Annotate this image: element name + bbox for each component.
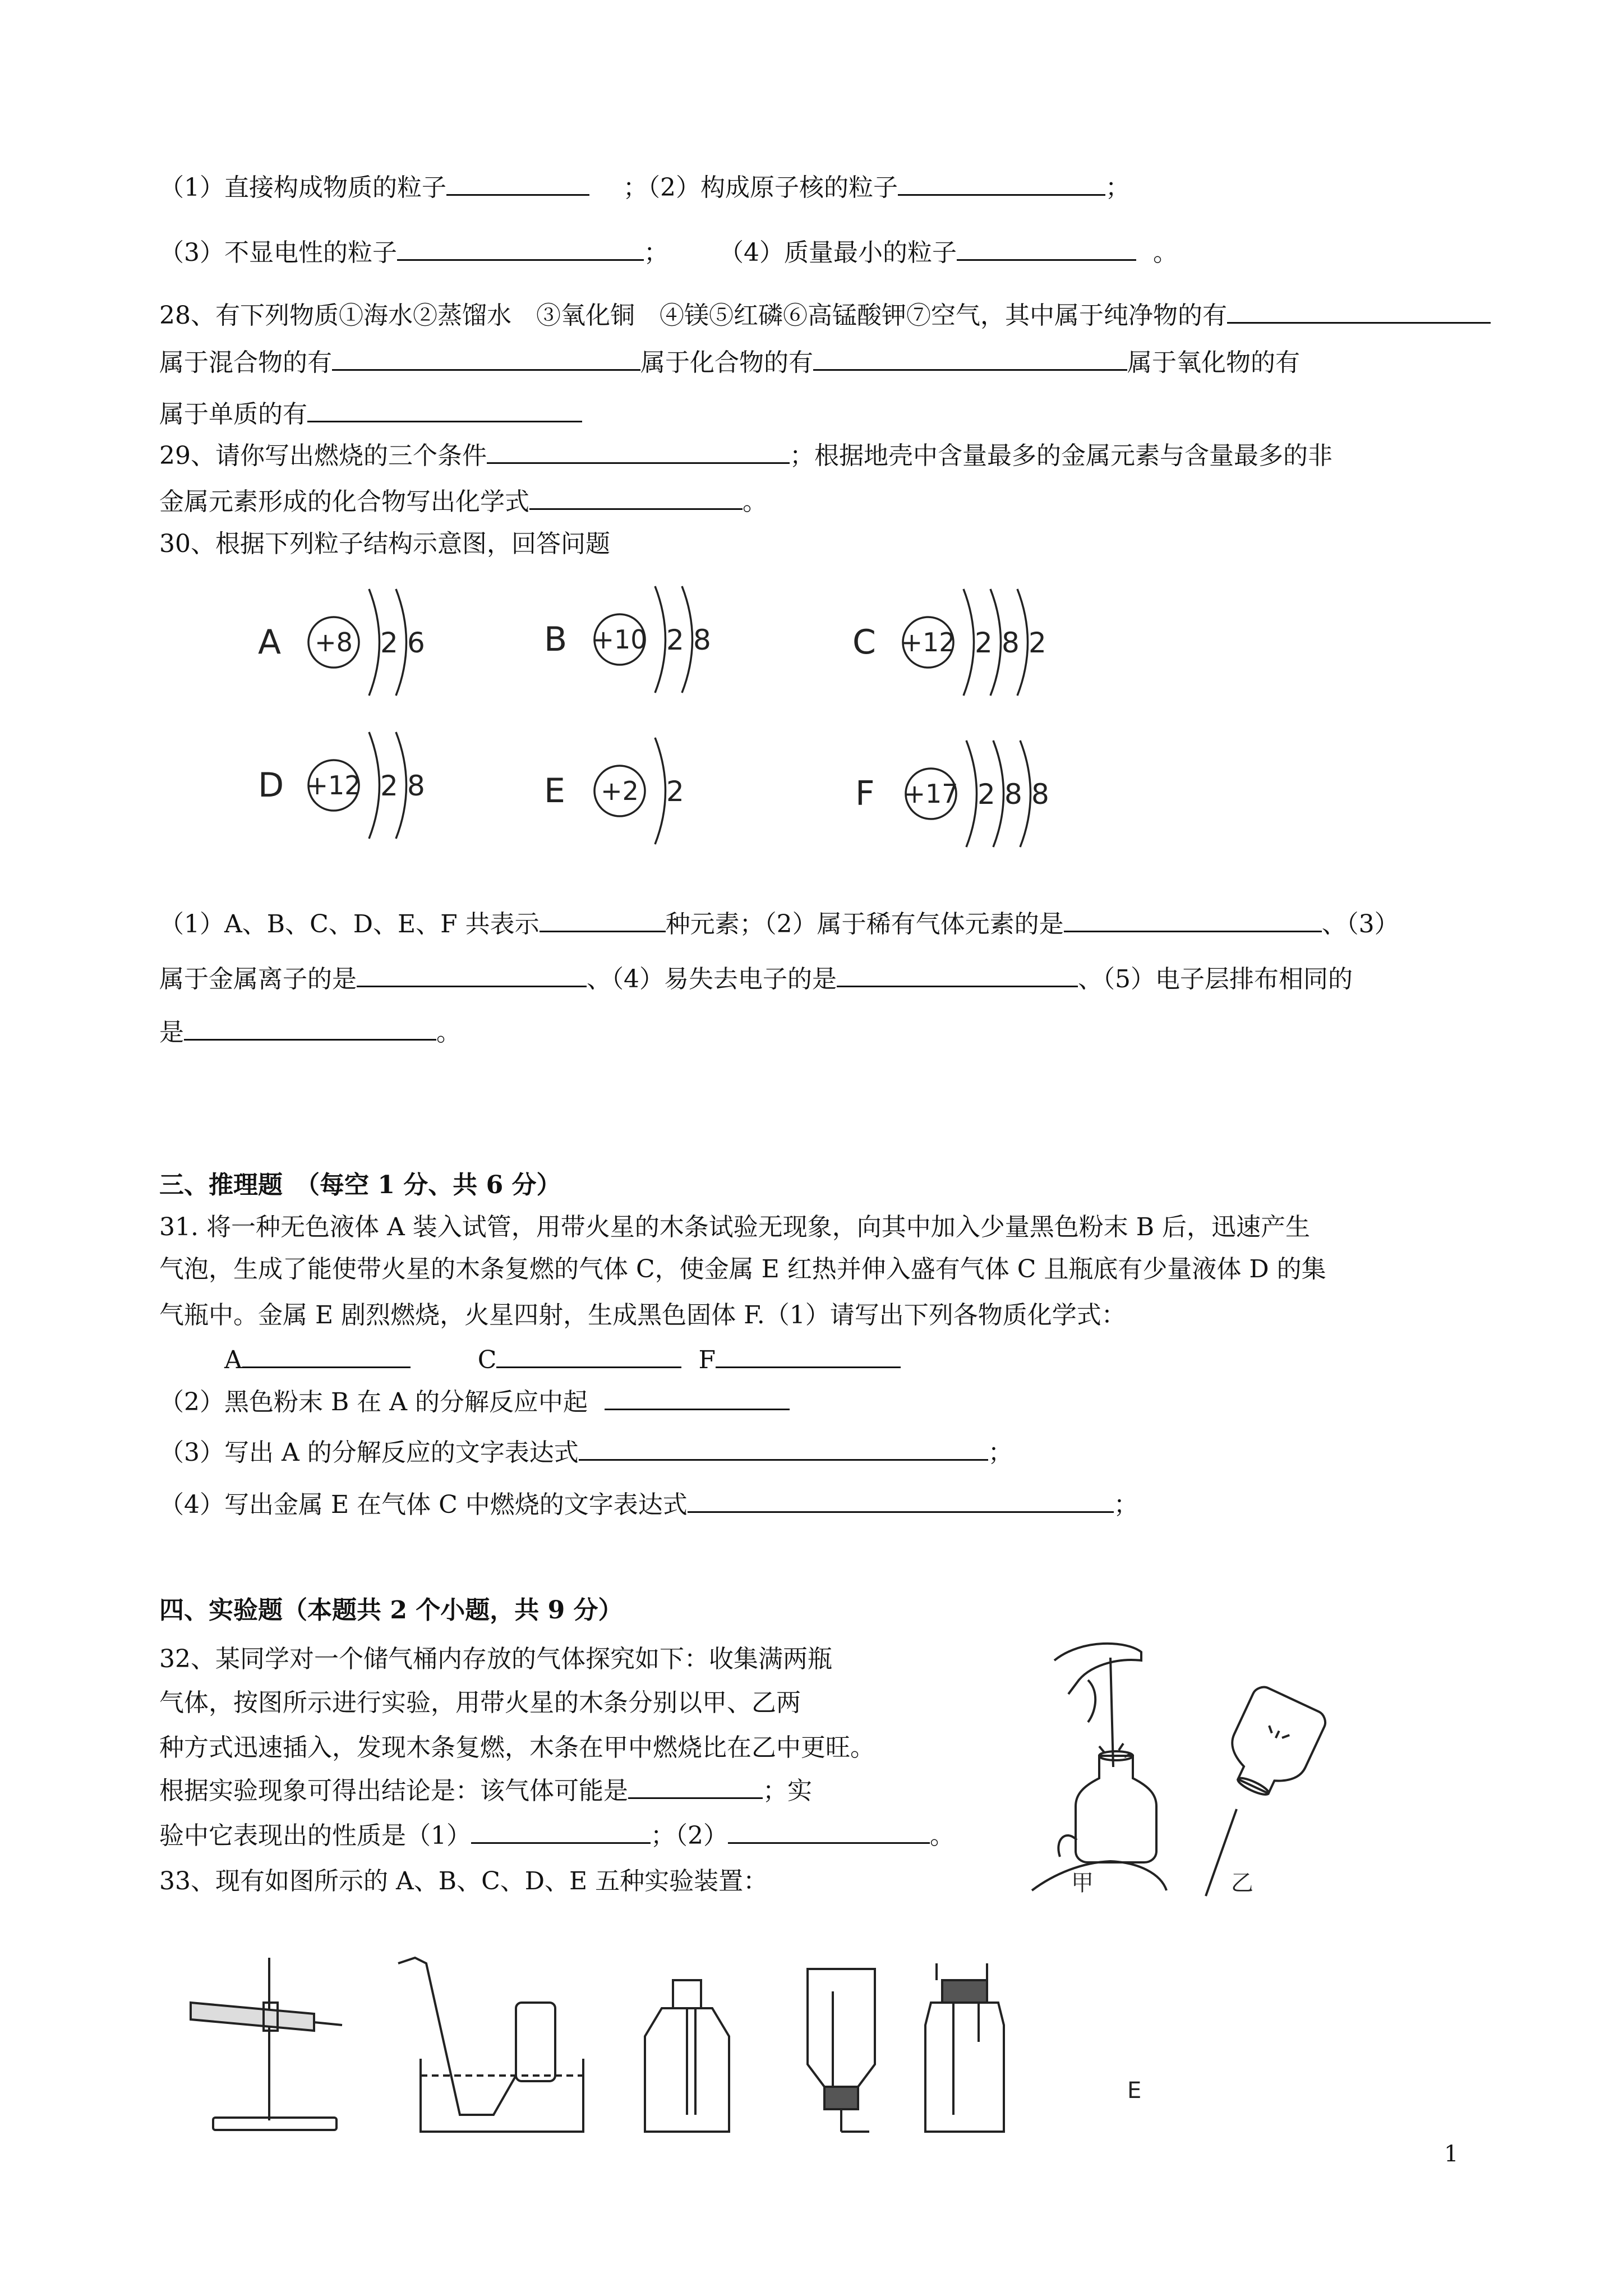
- gas-test-figure: [1021, 1627, 1335, 1907]
- blank-answer[interactable]: [184, 1014, 436, 1041]
- section4-heading: 四、实验题（本题共 2 个小题，共 9 分）: [159, 1596, 623, 1625]
- blank-answer[interactable]: [446, 169, 589, 196]
- nucleus-charge: +12: [901, 627, 956, 657]
- blank-answer[interactable]: [898, 169, 1105, 196]
- blank-answer[interactable]: [471, 1818, 651, 1844]
- electron-count: 2: [666, 624, 684, 656]
- page-number: 1: [1444, 2141, 1459, 2167]
- particle-label: E: [544, 771, 565, 811]
- blank-answer[interactable]: [1227, 297, 1491, 324]
- apparatus-a: [191, 1958, 342, 2130]
- blank-answer[interactable]: [397, 234, 644, 261]
- apparatus-e: [925, 1963, 1004, 2132]
- electron-shell-arc: [963, 589, 974, 696]
- nucleus-circle: [308, 617, 359, 668]
- blank-answer[interactable]: [716, 1342, 901, 1368]
- q27-line1: （1）直接构成物质的粒子 ；（2）构成原子核的粒子 ；: [159, 169, 1130, 204]
- electron-shell-arc: [396, 589, 407, 696]
- electron-count: 8: [693, 624, 711, 656]
- q32-l5: 验中它表现出的性质是（1） ；（2） 。: [159, 1818, 955, 1852]
- nucleus-circle: [594, 614, 645, 665]
- electron-shell-arc: [655, 586, 666, 693]
- blank-answer[interactable]: [628, 1773, 763, 1799]
- particle-label: B: [544, 620, 568, 659]
- q28-line2: 属于混合物的有 属于化合物的有 属于氧化物的有: [159, 344, 1300, 379]
- blank-answer[interactable]: [813, 344, 1127, 371]
- nucleus-charge: +8: [315, 627, 353, 657]
- nucleus-circle: [308, 760, 359, 811]
- q32-l3: 种方式迅速插入，发现木条复燃，木条在甲中燃烧比在乙中更旺。: [159, 1733, 875, 1762]
- blank-answer[interactable]: [605, 1384, 790, 1410]
- apparatus-label-e: E: [1127, 2078, 1142, 2104]
- blank-answer[interactable]: [487, 438, 790, 464]
- q31-q3: （3）写出 A 的分解反应的文字表达式 ；: [159, 1434, 1013, 1469]
- electron-count: 2: [1029, 627, 1046, 659]
- particle-label: D: [258, 766, 284, 805]
- electron-shell-arc: [369, 589, 380, 696]
- blank-answer[interactable]: [540, 906, 666, 932]
- electron-count: 6: [407, 627, 425, 659]
- particle-label: C: [852, 623, 876, 662]
- blank-answer[interactable]: [332, 344, 640, 371]
- blank-answer[interactable]: [496, 1342, 681, 1368]
- blank-answer[interactable]: [957, 234, 1136, 261]
- particle-label: F: [855, 774, 875, 813]
- electron-count: 8: [1004, 778, 1022, 811]
- blank-answer[interactable]: [1064, 906, 1322, 932]
- electron-shell-arc: [1017, 589, 1028, 696]
- electron-shell-arc: [993, 740, 1004, 847]
- q31-q2: （2）黑色粉末 B 在 A 的分解反应中起: [159, 1384, 790, 1418]
- q33-text: 33、现有如图所示的 A、B、C、D、E 五种实验装置：: [159, 1867, 768, 1895]
- q32-l2: 气体，按图所示进行实验，用带火星的木条分别以甲、乙两: [159, 1688, 801, 1717]
- q30-line3: 是 。: [159, 1014, 461, 1048]
- blank-answer[interactable]: [728, 1818, 930, 1844]
- apparatus-d: [808, 1969, 875, 2132]
- blank-answer[interactable]: [688, 1487, 1114, 1513]
- electron-shell-arc: [655, 738, 666, 844]
- q30-title: 30、根据下列粒子结构示意图，回答问题: [159, 530, 610, 558]
- electron-count: 2: [380, 770, 398, 802]
- electron-count: 8: [1031, 778, 1049, 811]
- electron-count: 2: [975, 627, 993, 659]
- q28-line3: 属于单质的有: [159, 396, 582, 430]
- electron-shell-arc: [369, 732, 380, 839]
- q31-p2: 气泡，生成了能使带火星的木条复燃的气体 C，使金属 E 红热并伸入盛有气体 C 且瓶底有少量液体 D 的集: [159, 1255, 1326, 1283]
- nucleus-circle: [594, 766, 645, 816]
- electron-shell-arc: [396, 732, 407, 839]
- q27-line2: （3）不显电性的粒子 ； （4）质量最小的粒子 。: [159, 234, 1178, 269]
- nucleus-circle: [901, 617, 956, 668]
- nucleus-charge: +12: [306, 770, 361, 800]
- nucleus-circle: [906, 769, 956, 819]
- electron-shell-arc: [682, 586, 693, 693]
- q32-l1: 32、某同学对一个储气桶内存放的气体探究如下：收集满两瓶: [159, 1645, 832, 1673]
- q32-l4: 根据实验现象可得出结论是：该气体可能是 ；实: [159, 1773, 812, 1807]
- blank-answer[interactable]: [357, 961, 587, 987]
- blank-answer[interactable]: [307, 396, 582, 422]
- figure-label-yi: 乙: [1231, 1870, 1253, 1896]
- blank-answer[interactable]: [579, 1434, 988, 1461]
- section3-heading: 三、推理题 （每空 1 分、共 6 分）: [159, 1171, 561, 1199]
- q29-line1: 29、请你写出燃烧的三个条件 ；根据地壳中含量最多的金属元素与含量最多的非: [159, 438, 1332, 472]
- particle-label: A: [258, 623, 282, 662]
- apparatus-b: [398, 1958, 583, 2132]
- electron-shell-arc: [1020, 740, 1031, 847]
- blank-answer[interactable]: [242, 1342, 411, 1368]
- q31-p1: 31. 将一种无色液体 A 装入试管，用带火星的木条试验无现象，向其中加入少量黑色粉末 B 后，迅速产生: [159, 1213, 1311, 1241]
- nucleus-charge: +17: [903, 779, 958, 809]
- apparatus-figure: [179, 1947, 1189, 2148]
- q30-line1: （1）A、B、C、D、E、F 共表示 种元素；（2）属于稀有气体元素的是 、（3）: [159, 906, 1399, 940]
- q31-p3: 气瓶中。金属 E 剧烈燃烧，火星四射，生成黑色固体 F.（1）请写出下列各物质化学式：: [159, 1301, 1126, 1329]
- q30-line2: 属于金属离子的是 、（4）易失去电子的是 、（5）电子层排布相同的: [159, 961, 1353, 995]
- q31-formula-line: A C F: [224, 1342, 901, 1376]
- electron-count: 2: [380, 627, 398, 659]
- nucleus-charge: +10: [592, 624, 647, 655]
- figure-label-jia: 甲: [1071, 1870, 1094, 1896]
- q28-line1: 28、有下列物质①海水②蒸馏水 ③氧化铜 ④镁⑤红磷⑥高锰酸钾⑦空气，其中属于纯净物的有: [159, 297, 1491, 332]
- electron-count: 8: [407, 770, 425, 802]
- q31-q4: （4）写出金属 E 在气体 C 中燃烧的文字表达式 ；: [159, 1487, 1138, 1521]
- electron-shell-arc: [990, 589, 1001, 696]
- electron-shell-arc: [966, 740, 977, 847]
- nucleus-charge: +2: [601, 776, 639, 806]
- blank-answer[interactable]: [529, 484, 743, 510]
- apparatus-c: [645, 1980, 729, 2132]
- electron-count: 2: [978, 778, 995, 811]
- blank-answer[interactable]: [837, 961, 1078, 987]
- electron-count: 2: [666, 775, 684, 808]
- electron-count: 8: [1002, 627, 1020, 659]
- q29-line2: 金属元素形成的化合物写出化学式 。: [159, 484, 767, 518]
